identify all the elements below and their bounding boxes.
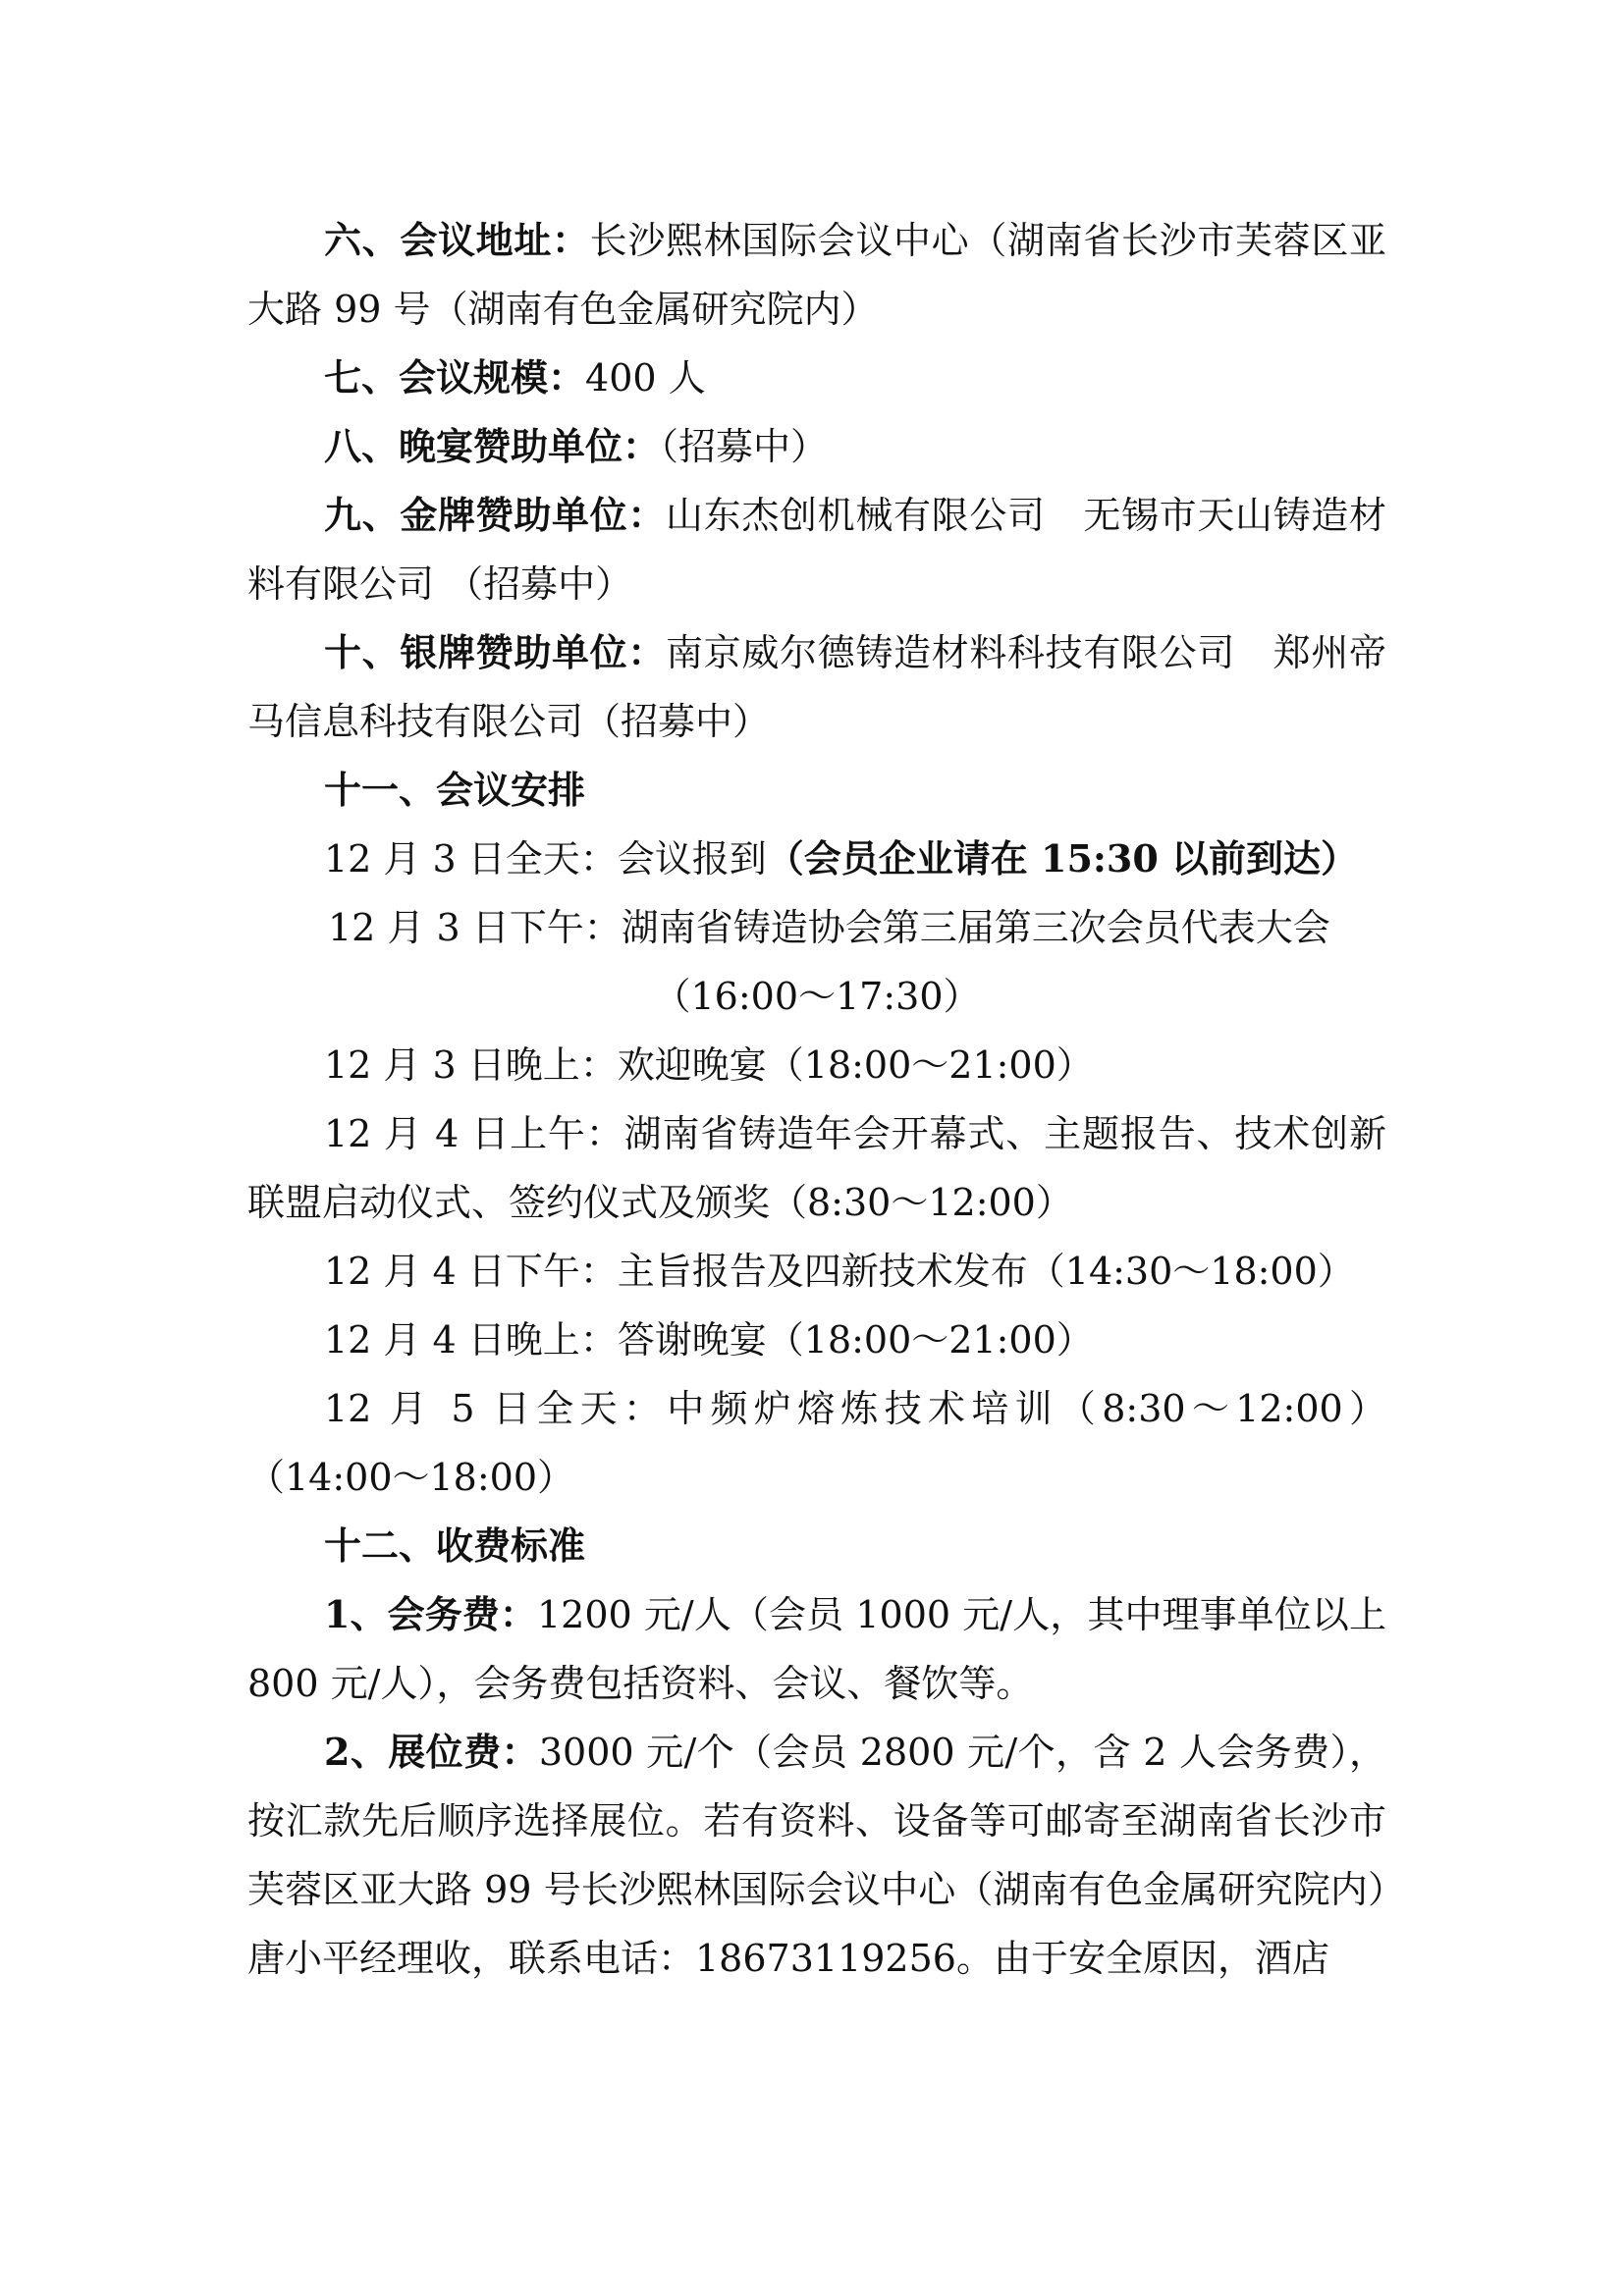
fee-1-text: 1200 元/人（会员 1000 元/人，其中理事单位以上 800 元/人），会务费包括资料、会议、餐饮等。 [247, 1593, 1386, 1705]
fee-1-label: 1、会务费： [324, 1592, 537, 1636]
section-8-paragraph [247, 412, 1386, 481]
schedule-item-time: （14:00～18:00） [247, 1456, 575, 1499]
section-10-text: 南京威尔德铸造材料科技有限公司 郑州帝马信息科技有限公司（招募中） [247, 631, 1386, 743]
section-9-paragraph [247, 481, 1386, 618]
section-6-text: 长沙熙林国际会议中心（湖南省长沙市芙蓉区亚大路 99 号（湖南有色金属研究院内） [247, 219, 1386, 331]
schedule-item-time: （16:00～17:30） [653, 975, 981, 1018]
section-7-text: 400 人 [585, 356, 706, 400]
schedule-item: 12 月 3 日晚上：欢迎晚宴（18:00～21:00） [324, 1043, 1094, 1087]
schedule-item-text: 12 月 3 日下午：湖南省铸造协会第三届第三次会员代表大会 [328, 906, 1330, 949]
schedule-item: 12 月 4 日上午：湖南省铸造年会开幕式、主题报告、技术创新联盟启动仪式、签约仪式及颁奖（8:30～12:00） [247, 1112, 1386, 1224]
schedule-item [247, 893, 1386, 962]
document-body [247, 206, 1386, 1993]
fee-2-text: 3000 元/个（会员 2800 元/个，含 2 人会务费），按汇款先后顺序选择展位。若有资料、设备等可邮寄至湖南省长沙市芙蓉区亚大路 99 号长沙熙林国际会议中心（湖南有色金属研究院内）唐小平经理收，联系电话：18673119256。由于安全原因，酒店 [247, 1731, 1386, 1980]
section-8-text: （招募中） [660, 425, 829, 468]
schedule-item: 12 月 4 日下午：主旨报告及四新技术发布（14:30～18:00） [324, 1250, 1355, 1293]
section-6-heading: 六、会议地址： [324, 218, 590, 262]
schedule-item: 12 月 4 日晚上：答谢晚宴（18:00～21:00） [324, 1318, 1094, 1362]
section-9-heading: 九、金牌赞助单位： [324, 493, 666, 537]
schedule-item [247, 825, 1386, 893]
section-8-heading: 八、晚宴赞助单位： [324, 424, 661, 468]
section-10-paragraph [247, 618, 1386, 756]
schedule-item-text: 12 月 3 日全天：会议报到 [324, 837, 767, 881]
section-7-paragraph [247, 344, 1386, 412]
section-10-heading: 十、银牌赞助单位： [324, 630, 666, 674]
fee-1-paragraph [247, 1580, 1386, 1718]
section-9-text: 山东杰创机械有限公司 无锡市天山铸造材料有限公司 （招募中） [247, 494, 1386, 606]
schedule-item-note: （会员企业请在 15:30 以前到达） [766, 836, 1359, 881]
section-11-heading: 十一、会议安排 [324, 768, 586, 812]
section-7-heading: 七、会议规模： [324, 355, 586, 400]
fee-2-label: 2、展位费： [324, 1730, 539, 1774]
schedule-item: 12 月 5 日全天：中频炉熔炼技术培训（8:30～12:00） [324, 1387, 1386, 1430]
fee-2-paragraph [247, 1718, 1386, 1993]
section-12-heading: 十二、收费标准 [324, 1523, 586, 1568]
section-6-paragraph [247, 206, 1386, 344]
